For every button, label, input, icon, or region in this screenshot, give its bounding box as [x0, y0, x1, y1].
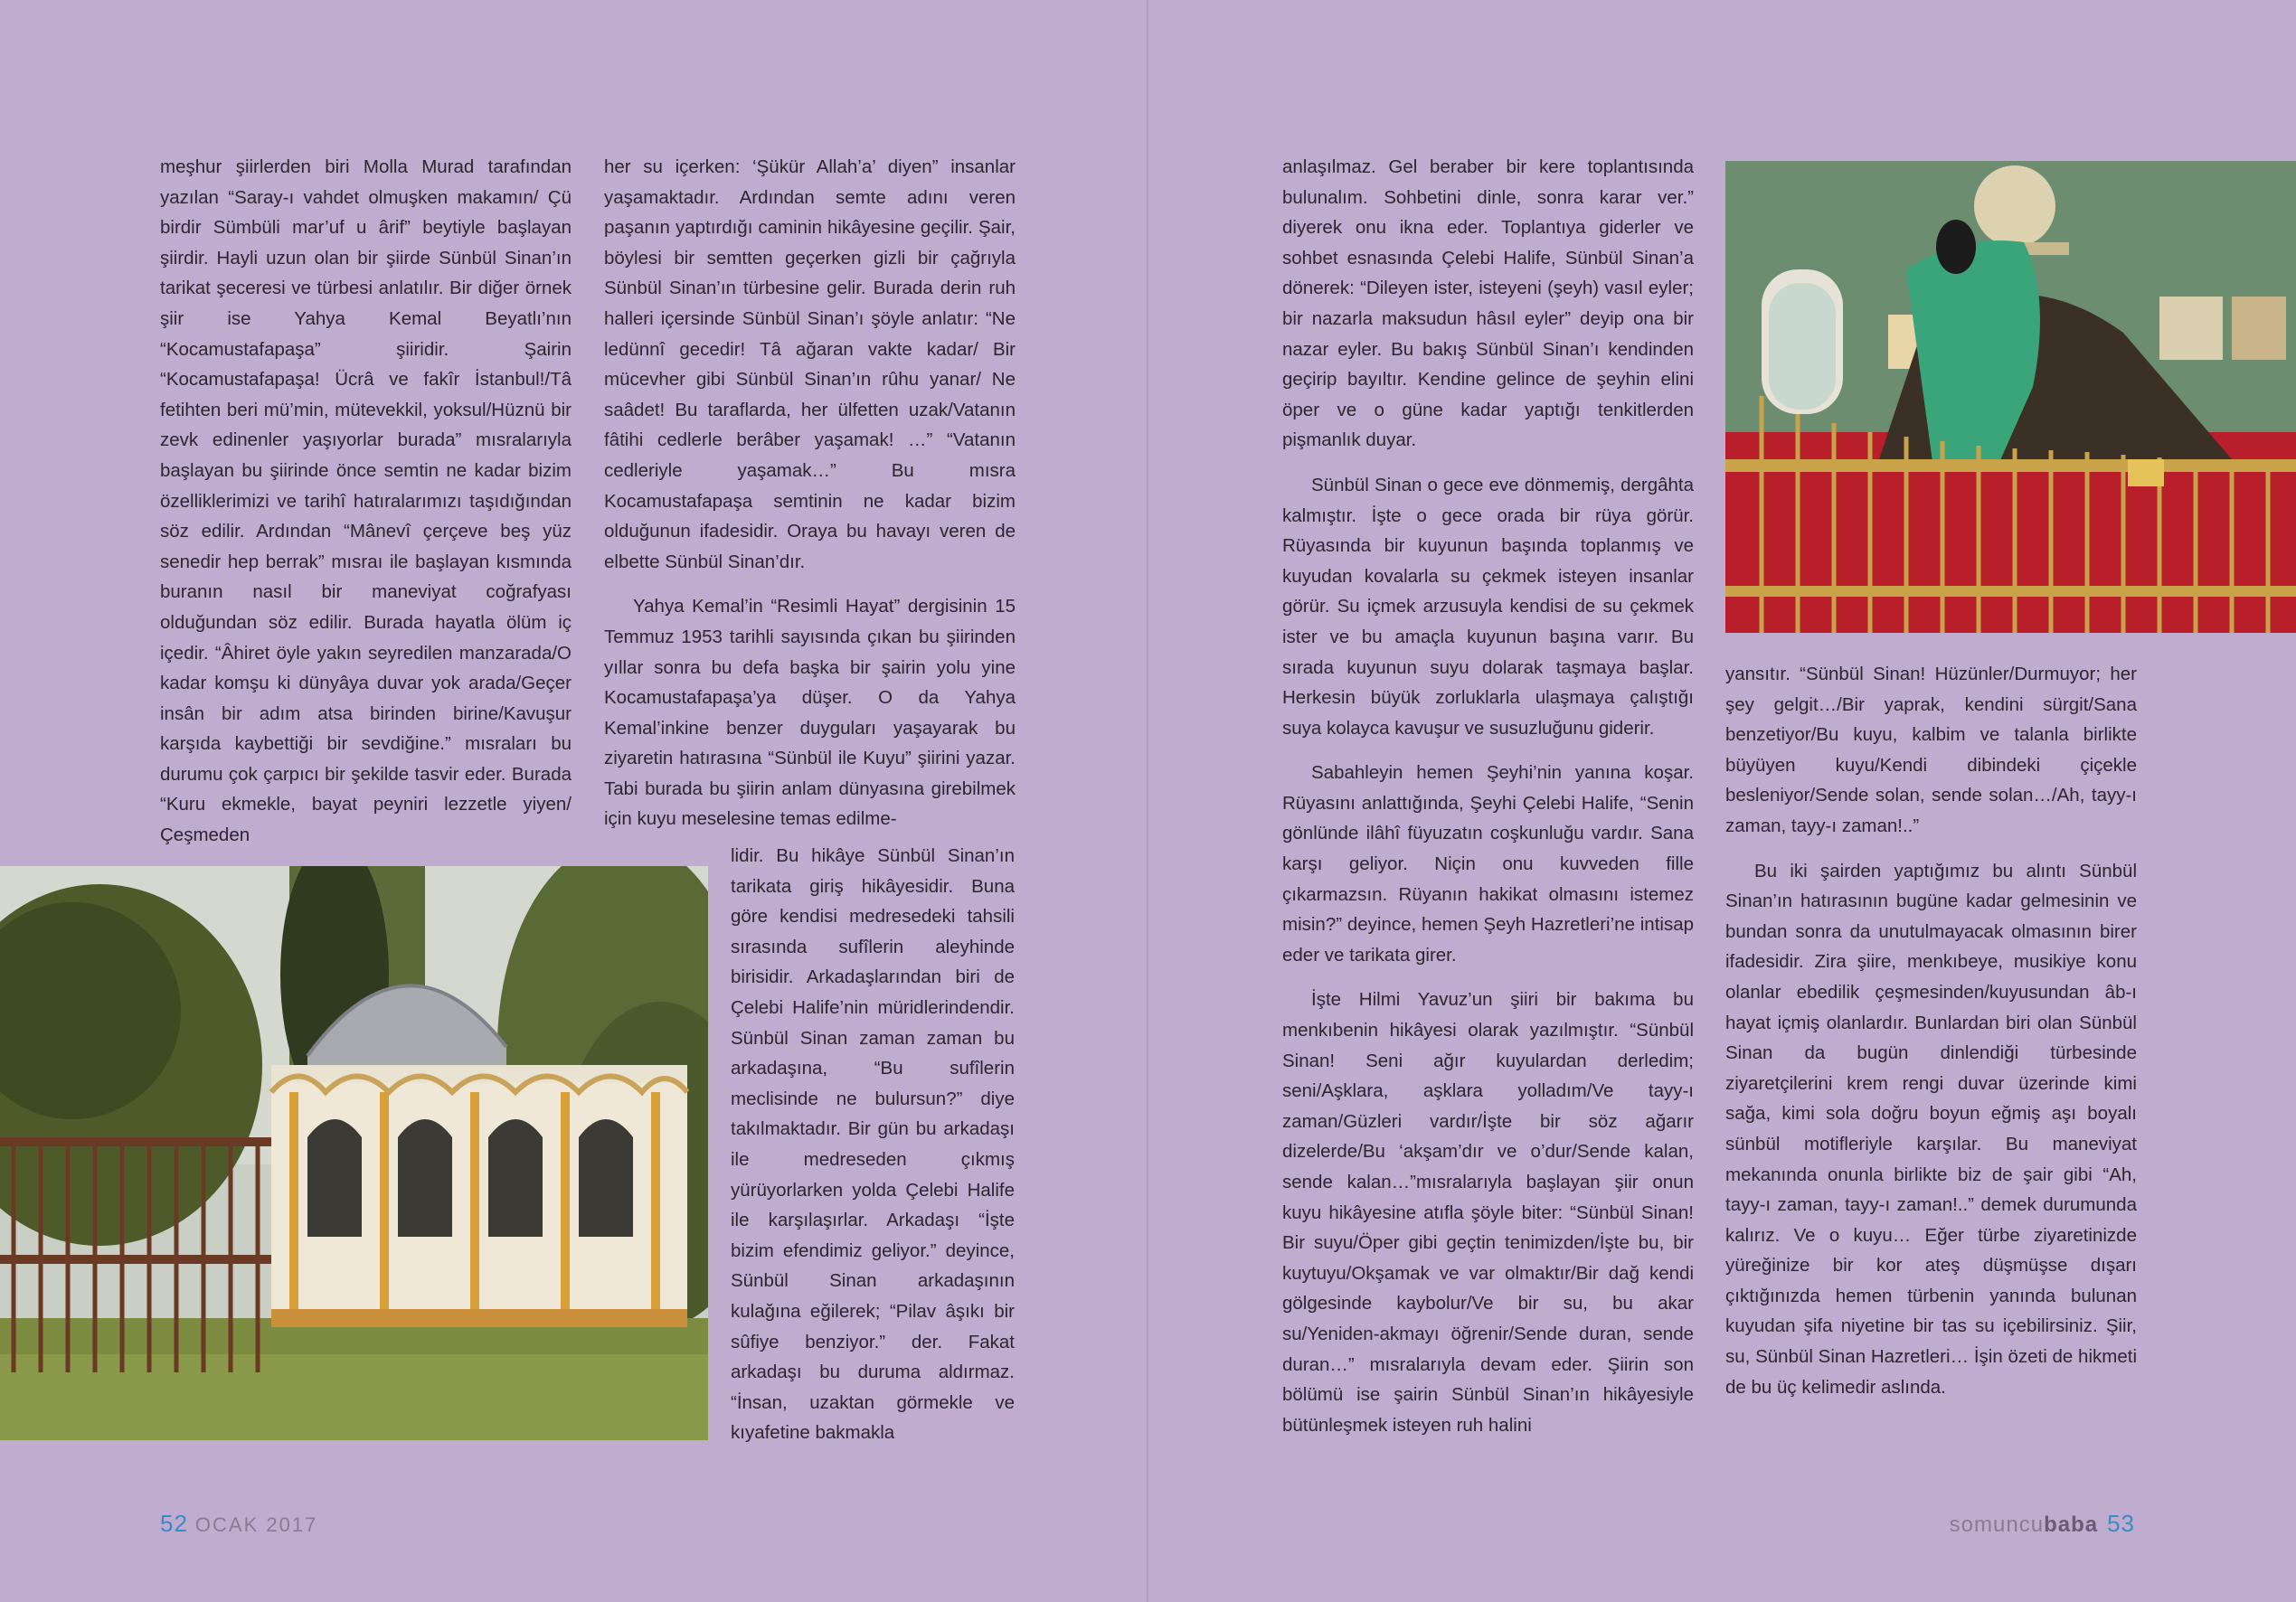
paragraph: meşhur şiirlerden biri Molla Murad tarafından yazılan “Saray-ı vahdet olmuşken makamın/ Çü birdir Sümbüli mar’uf u ârif” beytiyle başlayan şiirdir. Hayli uzun olan bir şiirde Sünbül Sinan’ın tarikat şeceresi ve türbesi anlatılır. Bir diğer örnek şiir ise Yahya Kemal Beyatlı’nın “Kocamustafapaşa” şiiridir. Şairin “Kocamustafapaşa! Ücrâ ve fakîr İstanbul!/Tâ fetihten beri mü’min, mütevekkil, yoksul/Hüznü bir zevk edinenler yaşıyorlar burada” mısralarıyla başlayan bu şiirinde önce semtin ne kadar bizim özelliklerimizi ve tarihî hatıralarımızı taşıdığından söz edilir. Ardından “Mânevî çerçeve beş yüz senedir hep berrak” mısraı ile başlayan kısmında buranın nasıl bir maneviyat coğrafyası olduğundan söz edilir. Burada hayatla ölüm iç içedir. “Âhiret öyle yakın seyredilen manzarada/O kadar komşu ki dünyâya duvar yok arada/Geçer insân bir adım atsa birinden birine/Kavuşur karşıda kaybettiği bir sevdiğine.” mısraları bu durumu çok çarpıcı bir şekilde tasvir eder. Burada “Kuru ekmekle, bayat peyniri lezzetle yiyen/Çeşmeden [160, 156, 572, 846]
paragraph: Bu iki şairden yaptığımız bu alıntı Sünbül Sinan’ın hatırasının bugüne kadar gelmesinin ve bundan sonra da unutulmayacak olmasının birer ifadesidir. Zira şiire, menkıbeye, musikiye konu olanlar ebedilik çeşmesinden/kuyusundan âb-ı hayat içmiş olanlardır. Bunlardan biri olan Sünbül Sinan da bugün dinlendiği türbesinde ziyaretçilerini krem rengi duvar üzerinde kimi sağa, kimi sola doğru boyun eğmiş aşı boyalı sünbül motifleriyle karşılar. Bu maneviyat mekanında onunla birlikte biz de şair gibi “Ah, tayy-ı zaman, tayy-ı zaman!..” demek durumunda kalırız. Ve o kuyu… Eğer türbe ziyaretinizde yüreğinize bir kor ateş düşmüşse dışarı çıktığınızda hemen türbenin yanında bulunan kuyudan şifa niyetine bir tas su içebilirsiniz. Şiir, su, Sünbül Sinan Hazretleri… İşin özeti de hikmeti de bu üç kelimedir aslında. [1725, 860, 2137, 1398]
page-number: 53 [2107, 1510, 2135, 1537]
right-column-2 [1725, 659, 2137, 1402]
paragraph: Yahya Kemal’in “Resimli Hayat” dergisinin 15 Temmuz 1953 tarihli sayısında çıkan bu şiirinden yıllar sonra bu defa başka bir şairin yolu yine Kocamustafapaşa’ya düşer. O da Yahya Kemal’inkine benzer duyguları yaşayarak bu ziyaretin hatırasına “Sünbül ile Kuyu” şiirini yazar. Tabi burada bu şiirin anlam dünyasına girebilmek için kuyu meselesine temas edilme- [604, 596, 1016, 830]
magazine-name-bold: baba [2044, 1512, 2099, 1537]
left-column-2 [604, 152, 1016, 834]
paragraph: İşte Hilmi Yavuz’un şiiri bir bakıma bu menkıbenin hikâyesi olarak yazılmıştır. “Sünbül Sinan! Seni ağır kuyulardan derledim; seni/Aşklara, aşklara yolladım/Ve tayy-ı zaman/Güzleri vardır/İşte bir söz ağarır dizelerde/Bu ‘akşam’dır ve o’dur/Sende kalan, sende kalan…”mısralarıyla başlayan şiir onun kuyu hikâyesine atıfla şöyle biter: “Sünbül Sinan! Bir suyu/Öper gibi geçtin tenimizden/İşte bu, bir kuytuyu/Okşamak ve var olmaktır/Bir dağ kendi gölgesinde kaybolur/Ve bir su, bu akar su/Yeniden-akmayı öğrenir/Sende duran, sende duran…” mısralarıyla devam eder. Şiirin son bölümü ise şairin Sünbül Sinan’ın hikâyesiyle bütünleşmek isteyen ruh halini [1282, 989, 1694, 1436]
page-number: 52 [160, 1510, 188, 1537]
paragraph: lidir. Bu hikâye Sünbül Sinan’ın tarikata giriş hikâyesidir. Buna göre kendisi medresedeki tahsili sırasında sufîlerin aleyhinde birisidir. Arkadaşlarından biri de Çelebi Halife’nin müridlerindendir. Sünbül Sinan zaman zaman bu arkadaşına, “Bu sufîlerin meclisinde ne bulursun?” diye takılmaktadır. Bir gün bu arkadaşı ile medreseden çıkmış yürüyorlarken yolda Çelebi Halife ile karşılaşırlar. Arkadaşı “İşte bizim efendimiz geliyor.” deyince, Sünbül Sinan arkadaşının kulağına eğilerek; “Pilav âşıkı bir sûfiye benziyor.” der. Fakat arkadaşı bu duruma aldırmaz. “İnsan, uzaktan görmekle ve kıyafetine bakmakla [731, 845, 1015, 1444]
right-folio [1950, 1510, 2135, 1538]
right-column-1 [1282, 152, 1694, 1440]
magazine-name: somuncu [1949, 1512, 2045, 1537]
left-column-1 [160, 152, 572, 851]
paragraph: her su içerken: ‘Şükür Allah’a’ diyen” insanlar yaşamaktadır. Ardından semte adını veren paşanın yaptırdığı caminin hikâyesine geçilir. Şair, böylesi bir semtten geçerken gizli bir çağrıyla Sünbül Sinan’ın türbesine gelir. Burada derin ruh halleri içersinde Sünbül Sinan’ı şöyle anlatır: “Ne ledünnî gecedir! Tâ ağaran vakte kadar/ Bir mücevher gibi Sünbül Sinan’ın rûhu yanar/ Ne saâdet! Bu taraflarda, her ülfetten uzak/Vatanın fâtihi cedlerle berâber yaşamak! …” “Vatanın cedleriyle yaşamak…” Bu mısra Kocamustafapaşa semtinin ne kadar bizim olduğunun ifadesidir. Oraya bu havayı veren de elbette Sünbül Sinan’dır. [604, 156, 1016, 572]
left-column-2-wrap [731, 841, 1015, 1448]
tomb-interior-photo [1725, 161, 2296, 633]
paragraph: Sünbül Sinan o gece eve dönmemiş, dergâhta kalmıştır. İşte o gece orada bir rüya görür. Rüyasında bir kuyunun başında toplanmış ve kuyudan kovalarla su çekmek isteyen insanlar görür. Su içmek arzusuyla kendisi de su çekmek ister ve bu amaçla kuyunun başına varır. Bu sırada kuyunun suyu dolarak taşmaya başlar. Herkesin büyük zorluklarla ulaşmaya çalıştığı suya kolayca kavuşur ve susuzluğunu giderir. [1282, 474, 1694, 739]
tomb-exterior-photo [0, 866, 708, 1440]
paragraph: anlaşılmaz. Gel beraber bir kere toplantısında bulunalım. Sohbetini dinle, sonra karar ver.” diyerek onu ikna eder. Toplantıya giderler ve sohbet esnasında Çelebi Halife, Sünbül Sinan’a dönerek: “Dileyen ister, isteyeni (şeyh) vasıl eyler; bir nazarla maksudun hâsıl eyler” deyip ona bir nazar eyler. Bu bakış Sünbül Sinan’ı kendinden geçirip bayıltır. Kendine gelince de şeyhin elini öper ve o güne kadar yaptığı tenkitlerden pişmanlık duyar. [1282, 156, 1694, 451]
paragraph: yansıtır. “Sünbül Sinan! Hüzünler/Durmuyor; her şey gelgit…/Bir yaprak, kendini sürgit/Sana benzetiyor/Bu kuyu, kalbim ve talanla birlikte büyüyen kuyu/Kendi dibindeki çiçekle besleniyor/Sende solan, sende solan…/Ah, tayy-ı zaman, tayy-ı zaman!..” [1725, 664, 2137, 836]
issue-date: OCAK 2017 [194, 1513, 318, 1536]
left-folio [160, 1510, 317, 1538]
paragraph: Sabahleyin hemen Şeyhi’nin yanına koşar. Rüyasını anlattığında, Şeyhi Çelebi Halife, “Senin gönlünde ilâhî füyuzatın coşkunluğu vardır. Sana karşı geliyor. Niçin onu kuvveden fille çıkarmazsın. Rüyanın hakikat olmasını istemez misin?” deyince, hemen Şeyh Hazretleri’ne intisap eder ve tarikata girer. [1282, 762, 1694, 966]
